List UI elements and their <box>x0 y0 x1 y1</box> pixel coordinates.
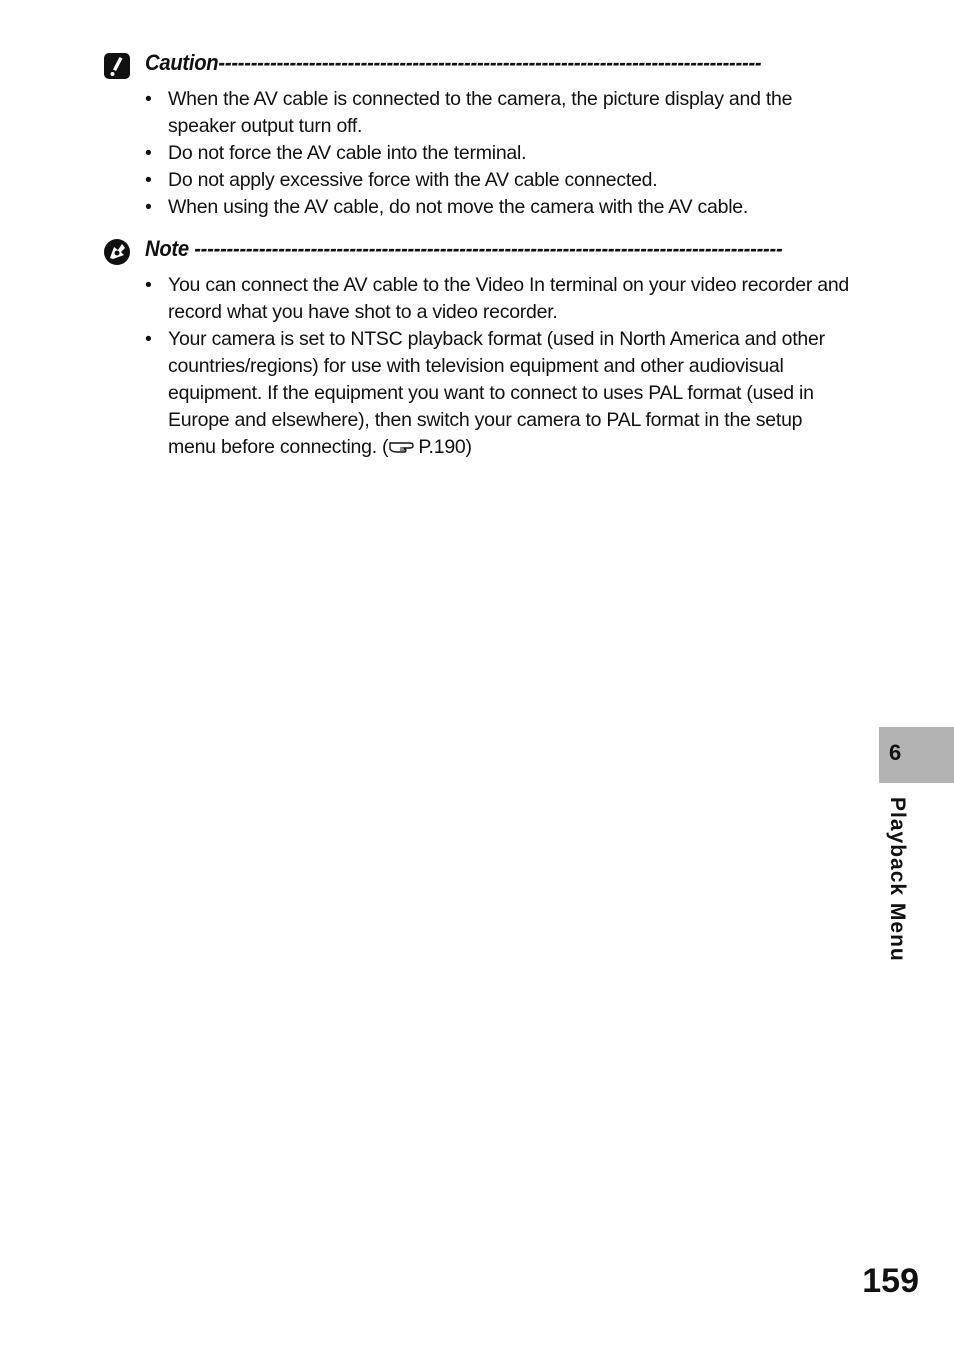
caution-icon <box>103 52 131 80</box>
caution-title: Caution------------------------------------------------------------------------------------ <box>145 50 762 75</box>
note-title: Note ------------------------------------------------------------------------------------------- <box>145 236 783 261</box>
note-list <box>103 272 855 461</box>
pointing-hand-icon <box>388 437 418 455</box>
list-item: • When using the AV cable, do not move the camera with the AV cable. <box>145 196 749 218</box>
list-item: • Do not apply excessive force with the AV cable connected. <box>145 169 658 191</box>
note-section <box>103 236 855 461</box>
list-item: • You can connect the AV cable to the Video In terminal on your video recorder and record what you have shot to a video recorder. <box>145 274 850 323</box>
caution-section <box>103 50 855 221</box>
caution-header <box>103 50 855 80</box>
list-item: • Do not force the AV cable into the terminal. <box>145 142 527 164</box>
chapter-tab <box>879 727 954 783</box>
note-header <box>103 236 855 266</box>
page-number: 159 <box>862 1262 919 1300</box>
page-reference[interactable]: P.190) <box>418 436 472 458</box>
chapter-number: 6 <box>889 740 902 765</box>
list-item: • When the AV cable is connected to the camera, the picture display and the speaker output turn off. <box>145 88 793 137</box>
caution-list <box>103 86 855 221</box>
chapter-label: Playback Menu <box>886 797 909 962</box>
list-item: • Your camera is set to NTSC playback format (used in North America and other countries/regions) for use with television equipment and other audiovisual equipment. If the equipment you want to connect to uses PAL format (used in Europe and elsewhere), then switch your camera to PAL format in the setup menu before connecting. ( P.190) <box>145 328 825 458</box>
note-icon <box>103 238 131 266</box>
